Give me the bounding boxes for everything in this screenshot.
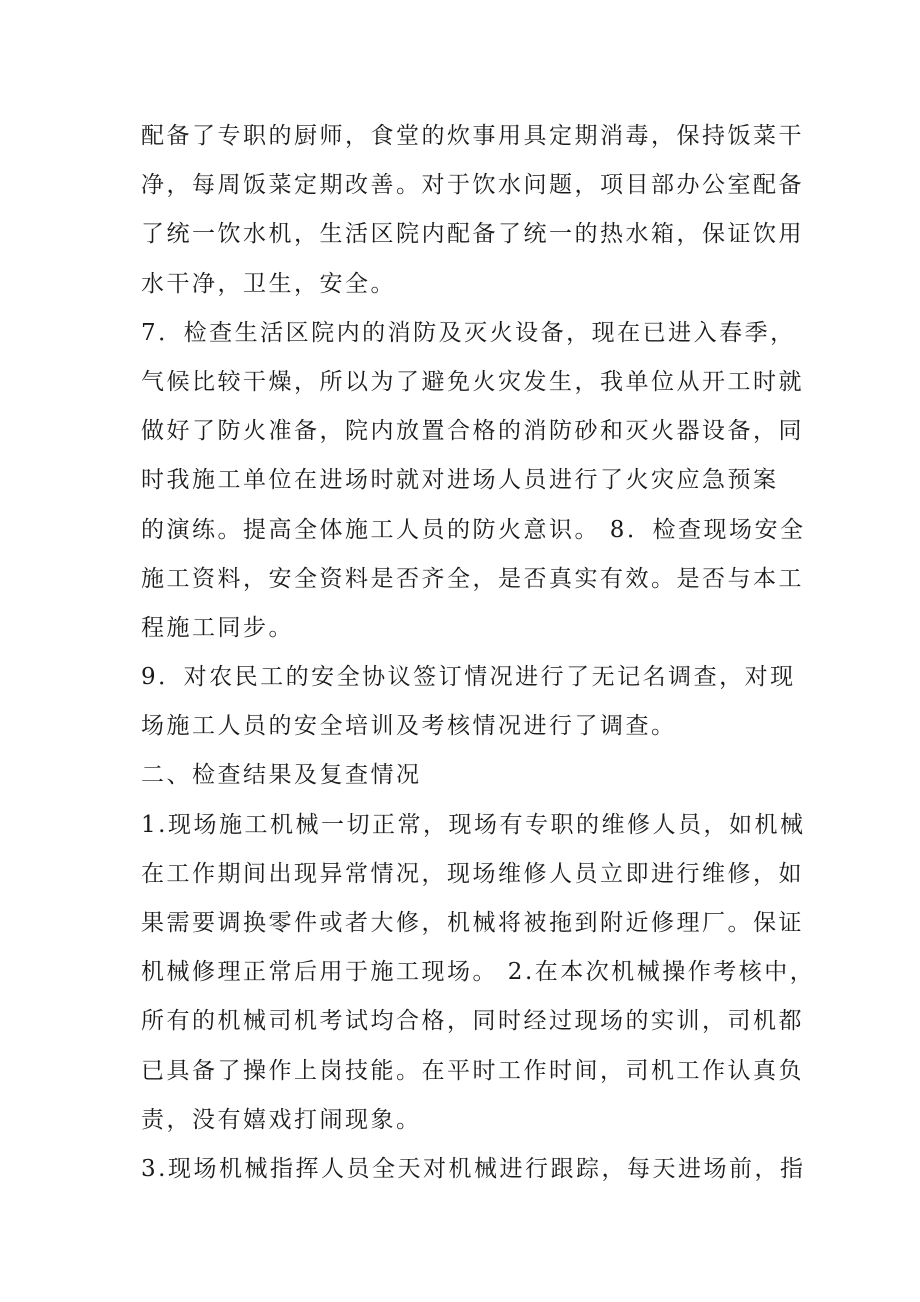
text-line: 施工资料，安全资料是否齐全，是否真实有效。是否与本工	[141, 565, 804, 592]
text-line: 场施工人员的安全培训及考核情况进行了调查。	[141, 713, 677, 740]
text-line: 在工作期间出现异常情况，现场维修人员立即进行维修，如	[141, 860, 804, 887]
text-line: 配备了专职的厨师，食堂的炊事用具定期消毒，保持饭菜干	[141, 123, 804, 149]
text-line: 净，每周饭菜定期改善。对于饮水问题，项目部办公室配备	[141, 172, 804, 199]
text-line: 水干净，卫生，安全。	[141, 270, 396, 297]
section-heading: 二、检查结果及复查情况	[141, 762, 422, 789]
document-body	[141, 112, 816, 1194]
text-line: 所有的机械司机考试均合格，同时经过现场的实训，司机都	[141, 1008, 804, 1035]
text-line: 机械修理正常后用于施工现场。 2.在本次机械操作考核中，	[141, 959, 816, 986]
text-line: 时我施工单位在进场时就对进场人员进行了火灾应急预案	[141, 467, 779, 494]
text-line: 已具备了操作上岗技能。在平时工作时间，司机工作认真负	[141, 1057, 804, 1084]
text-line: 1.现场施工机械一切正常，现场有专职的维修人员，如机械	[141, 811, 806, 838]
text-line: 7．检查生活区院内的消防及灭火设备，现在已进入春季，	[141, 319, 796, 346]
text-line: 9．对农民工的安全协议签订情况进行了无记名调查，对现	[141, 664, 796, 691]
text-line: 的演练。提高全体施工人员的防火意识。 8．检查现场安全	[141, 516, 806, 543]
text-line: 果需要调换零件或者大修，机械将被拖到附近修理厂。保证	[141, 910, 804, 936]
text-line: 了统一饮水机，生活区院内配备了统一的热水箱，保证饮用	[141, 221, 804, 248]
text-line: 程施工同步。	[141, 614, 294, 641]
text-line: 做好了防火准备，院内放置合格的消防砂和灭火器设备，同	[141, 418, 804, 445]
text-line: 气候比较干燥，所以为了避免火灾发生，我单位从开工时就	[141, 368, 804, 395]
text-line: 责，没有嬉戏打闹现象。	[141, 1106, 422, 1133]
text-line: 3.现场机械指挥人员全天对机械进行跟踪，每天进场前，指	[141, 1155, 806, 1182]
